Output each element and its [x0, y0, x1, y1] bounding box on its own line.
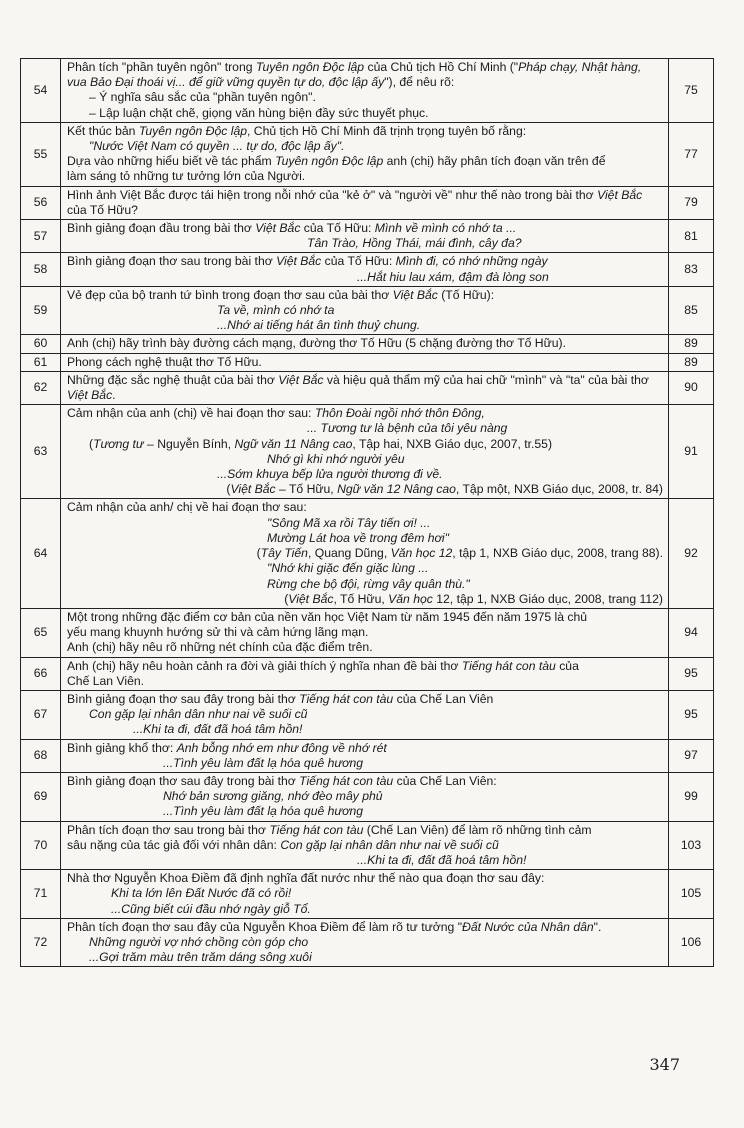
- text-segment: Phân tích đoạn thơ sau trong bài thơ: [67, 822, 270, 837]
- italic-text: Tương tư: [93, 436, 144, 451]
- question-line: [67, 659, 663, 674]
- question-text: [61, 405, 669, 499]
- text-segment: anh (chị) hãy phân tích đoạn văn trên để: [383, 154, 606, 169]
- italic-text: ...Tình yêu làm đất lạ hóa quê hương: [163, 804, 364, 819]
- text-segment: Bình giảng đoạn thơ sau trong bài thơ: [67, 254, 277, 269]
- italic-text: Mường Lát hoa về trong đêm hơi": [267, 530, 449, 545]
- italic-text: Thôn Đoài ngồi nhớ thôn Đông,: [314, 406, 485, 421]
- question-line: [67, 774, 663, 789]
- italic-text: "Nước Việt Nam có quyền ... tự do, độc lập ấy".: [89, 139, 345, 154]
- contents-table-body: [21, 59, 714, 967]
- question-line: [67, 756, 663, 771]
- italic-text: ...Khi ta đi, đất đã hoá tâm hồn!: [133, 722, 303, 737]
- text-segment: Anh (chị) hãy trình bày đường cách mạng, đường thơ Tố Hữu (5 chặng đường thơ Tố Hữu).: [67, 336, 566, 351]
- text-segment: (Chế Lan Viên) để làm rõ những tình cảm: [363, 822, 592, 837]
- question-text: [61, 286, 669, 335]
- table-row: [21, 286, 714, 335]
- italic-text: Rừng che bộ đội, rừng vây quân thù.": [267, 576, 470, 591]
- page-ref: 89: [669, 353, 714, 371]
- text-segment: , Tố Hữu,: [333, 591, 389, 606]
- question-line: [67, 188, 663, 203]
- question-line: [67, 203, 663, 218]
- text-segment: (: [89, 436, 94, 451]
- question-line: [67, 60, 663, 75]
- text-segment: , Chủ tịch Hồ Chí Minh đã trịnh trọng tuyên bố rằng:: [247, 123, 527, 138]
- text-segment: của Chế Lan Viên: [393, 691, 494, 706]
- italic-text: Tiếng hát con tàu: [269, 822, 364, 837]
- italic-text: Tiếng hát con tàu: [299, 691, 394, 706]
- question-line: [67, 288, 663, 303]
- question-number: 56: [21, 186, 61, 219]
- italic-text: ...Khi ta đi, đất đã hoá tâm hồn!: [357, 852, 527, 867]
- question-number: 65: [21, 608, 61, 657]
- question-line: [67, 406, 663, 421]
- question-number: 66: [21, 657, 61, 690]
- italic-text: Việt Bắc: [278, 372, 324, 387]
- page-ref: 75: [669, 59, 714, 123]
- text-segment: , Tập một, NXB Giáo dục, 2008, tr. 84): [455, 482, 663, 497]
- question-number: 59: [21, 286, 61, 335]
- text-segment: (Tố Hữu):: [437, 287, 495, 302]
- question-text: [61, 499, 669, 608]
- text-segment: của: [555, 658, 579, 673]
- question-number: 54: [21, 59, 61, 123]
- question-text: [61, 657, 669, 690]
- question-line: [67, 722, 663, 737]
- question-line: [67, 355, 663, 370]
- text-segment: (: [256, 546, 261, 561]
- question-number: 63: [21, 405, 61, 499]
- question-line: [67, 920, 663, 935]
- italic-text: Tuyên ngôn Độc lập: [275, 154, 384, 169]
- table-row: [21, 918, 714, 967]
- question-line: [67, 482, 663, 497]
- text-segment: , tập 1, NXB Giáo dục, 2008, trang 88).: [452, 546, 663, 561]
- question-text: [61, 335, 669, 353]
- page-ref: 83: [669, 253, 714, 286]
- text-segment: Phân tích đoạn thơ sau đây của Nguyễn Khoa Điềm để làm rõ tư tưởng ": [67, 919, 463, 934]
- question-text: [61, 772, 669, 821]
- text-segment: và hiệu quả thẩm mỹ của hai chữ "mình" và "ta" của bài thơ: [323, 372, 649, 387]
- page-ref: 106: [669, 918, 714, 967]
- question-line: [67, 838, 663, 853]
- text-segment: của Tố Hữu:: [321, 254, 396, 269]
- page-ref: 81: [669, 220, 714, 253]
- table-row: [21, 405, 714, 499]
- question-line: [67, 500, 663, 515]
- question-line: [67, 853, 663, 868]
- italic-text: Tân Trào, Hồng Thái, mái đình, cây đa?: [307, 236, 522, 251]
- text-segment: của Chế Lan Viên:: [393, 773, 497, 788]
- table-row: [21, 186, 714, 219]
- italic-text: Việt Bắc: [392, 287, 438, 302]
- italic-text: Việt Bắc: [288, 591, 334, 606]
- italic-text: ...Cũng biết cúi đầu nhớ ngày giỗ Tổ.: [111, 901, 311, 916]
- question-number: 57: [21, 220, 61, 253]
- table-row: [21, 870, 714, 919]
- text-segment: , Quang Dũng,: [307, 546, 391, 561]
- question-line: [67, 318, 663, 333]
- italic-text: ... Tương tư là bệnh của tôi yêu nàng: [307, 421, 508, 436]
- italic-text: vua Bảo Đại thoái vị... để giữ vững quyền tự do, độc lập ấy: [67, 75, 385, 90]
- question-number: 64: [21, 499, 61, 608]
- question-number: 69: [21, 772, 61, 821]
- italic-text: Mình đi, có nhớ những ngày: [395, 254, 548, 269]
- text-segment: Bình giảng đoạn đầu trong bài thơ: [67, 221, 256, 236]
- italic-text: ...Gợi trăm màu trên trăm dáng sông xuôi: [89, 950, 312, 965]
- question-line: [67, 303, 663, 318]
- question-line: [67, 154, 663, 169]
- question-line: [67, 886, 663, 901]
- question-line: [67, 625, 663, 640]
- question-line: [67, 546, 663, 561]
- italic-text: ...Tình yêu làm đất lạ hóa quê hương: [163, 755, 364, 770]
- text-segment: – Ý nghĩa sâu sắc của "phần tuyên ngôn".: [89, 90, 316, 105]
- table-row: [21, 59, 714, 123]
- page-ref: 99: [669, 772, 714, 821]
- question-number: 62: [21, 371, 61, 404]
- text-segment: của Tố Hữu?: [67, 202, 138, 217]
- page-ref: 77: [669, 122, 714, 186]
- page-ref: 95: [669, 690, 714, 739]
- question-line: [67, 437, 663, 452]
- table-row: [21, 608, 714, 657]
- question-text: [61, 186, 669, 219]
- question-text: [61, 253, 669, 286]
- question-number: 68: [21, 739, 61, 772]
- question-number: 67: [21, 690, 61, 739]
- text-segment: – Tố Hữu,: [275, 482, 338, 497]
- question-line: [67, 388, 663, 403]
- text-segment: Anh (chị) hãy nêu hoàn cảnh ra đời và giải thích ý nghĩa nhan đề bài thơ: [67, 658, 462, 673]
- text-segment: Bình giảng đoạn thơ sau đây trong bài thơ: [67, 691, 300, 706]
- text-segment: của Chủ tịch Hồ Chí Minh (": [364, 60, 519, 74]
- text-segment: của Tố Hữu:: [300, 221, 375, 236]
- text-segment: Bình giảng khổ thơ:: [67, 740, 177, 755]
- text-segment: Phong cách nghệ thuật thơ Tố Hữu.: [67, 354, 262, 369]
- italic-text: Tuyên ngôn Độc lập: [138, 123, 248, 138]
- italic-text: Con gặp lại nhân dân như nai về suối cũ: [280, 837, 499, 852]
- italic-text: Việt Bắc: [597, 187, 643, 202]
- text-segment: .: [112, 388, 116, 403]
- italic-text: Khi ta lớn lên Đất Nước đã có rồi!: [111, 886, 292, 901]
- table-row: [21, 739, 714, 772]
- question-text: [61, 59, 669, 123]
- question-line: [67, 592, 663, 607]
- question-line: [67, 640, 663, 655]
- question-line: [67, 902, 663, 917]
- page-ref: 90: [669, 371, 714, 404]
- italic-text: Mình về mình có nhớ ta ...: [374, 221, 517, 236]
- italic-text: Nhớ bản sương giăng, nhớ đèo mây phủ: [163, 789, 383, 804]
- question-text: [61, 353, 669, 371]
- question-text: [61, 918, 669, 967]
- italic-text: Ta về, mình có nhớ ta: [217, 303, 335, 318]
- question-line: [67, 221, 663, 236]
- question-number: 60: [21, 335, 61, 353]
- question-line: [67, 741, 663, 756]
- page-ref: 97: [669, 739, 714, 772]
- italic-text: Tiếng hát con tàu: [461, 658, 556, 673]
- page-ref: 85: [669, 286, 714, 335]
- question-text: [61, 371, 669, 404]
- text-segment: Nhà thơ Nguyễn Khoa Điềm đã định nghĩa đất nước như thế nào qua đoạn thơ sau đây:: [67, 871, 545, 886]
- question-line: [67, 804, 663, 819]
- contents-table: [20, 58, 714, 967]
- text-segment: (: [284, 591, 289, 606]
- question-text: [61, 739, 669, 772]
- page-ref: 103: [669, 821, 714, 870]
- question-number: 58: [21, 253, 61, 286]
- page-number: 347: [649, 1055, 680, 1074]
- text-segment: Anh (chị) hãy nêu rõ những nét chính của đặc điểm trên.: [67, 640, 373, 655]
- table-row: [21, 772, 714, 821]
- question-line: [67, 707, 663, 722]
- question-line: [67, 421, 663, 436]
- page-ref: 91: [669, 405, 714, 499]
- italic-text: "Nhớ khi giặc đến giặc lùng ...: [267, 561, 429, 576]
- question-line: [67, 254, 663, 269]
- table-row: [21, 353, 714, 371]
- italic-text: Pháp chạy, Nhật hàng,: [518, 60, 642, 74]
- table-row: [21, 122, 714, 186]
- italic-text: Ngữ văn 11 Nâng cao: [234, 436, 353, 451]
- italic-text: Những người vợ nhớ chồng còn góp cho: [89, 934, 309, 949]
- italic-text: ...Hắt hiu lau xám, đậm đà lòng son: [357, 269, 549, 284]
- question-line: [67, 823, 663, 838]
- question-line: [67, 270, 663, 285]
- question-text: [61, 821, 669, 870]
- question-text: [61, 220, 669, 253]
- text-segment: Dựa vào những hiểu biết về tác phẩm: [67, 154, 276, 169]
- text-segment: , Tập hai, NXB Giáo dục, 2007, tr.55): [352, 436, 553, 451]
- text-segment: sâu nặng của tác giả đối với nhân dân:: [67, 837, 281, 852]
- question-number: 61: [21, 353, 61, 371]
- italic-text: Tây Tiến: [260, 546, 308, 561]
- text-segment: (: [226, 482, 231, 497]
- text-segment: – Lập luận chặt chẽ, giọng văn hùng biện đầy sức thuyết phục.: [89, 105, 429, 120]
- italic-text: Nhớ gì khi nhớ người yêu: [267, 451, 405, 466]
- italic-text: Tiếng hát con tàu: [299, 773, 394, 788]
- italic-text: Văn học: [388, 591, 433, 606]
- text-segment: "), để nêu rõ:: [384, 75, 455, 90]
- question-line: [67, 124, 663, 139]
- question-text: [61, 870, 669, 919]
- table-row: [21, 253, 714, 286]
- text-segment: Kết thúc bản: [67, 123, 139, 138]
- page-ref: 79: [669, 186, 714, 219]
- table-row: [21, 821, 714, 870]
- question-line: [67, 577, 663, 592]
- question-line: [67, 90, 663, 105]
- text-segment: Một trong những đặc điểm cơ bản của nền văn học Việt Nam từ năm 1945 đến năm 1975 là chủ: [67, 609, 588, 624]
- table-row: [21, 220, 714, 253]
- italic-text: Văn học 12: [390, 546, 453, 561]
- italic-text: ...Nhớ ai tiếng hát ân tình thuỷ chung.: [217, 318, 421, 333]
- question-text: [61, 608, 669, 657]
- question-number: 71: [21, 870, 61, 919]
- italic-text: Anh bỗng nhớ em như đông về nhớ rét: [176, 740, 387, 755]
- text-segment: Những đặc sắc nghệ thuật của bài thơ: [67, 372, 279, 387]
- page-ref: 105: [669, 870, 714, 919]
- question-line: [67, 139, 663, 154]
- page-ref: 95: [669, 657, 714, 690]
- italic-text: Tuyên ngôn Độc lập: [255, 60, 365, 74]
- italic-text: Việt Bắc: [255, 221, 301, 236]
- question-line: [67, 75, 663, 90]
- table-row: [21, 371, 714, 404]
- text-segment: 12, tập 1, NXB Giáo dục, 2008, trang 112): [432, 591, 663, 606]
- italic-text: ...Sớm khuya bếp lửa người thương đi về.: [217, 467, 443, 482]
- italic-text: "Sông Mã xa rồi Tây tiến ơi! ...: [267, 515, 431, 530]
- text-segment: ".: [593, 919, 602, 934]
- question-line: [67, 950, 663, 965]
- question-line: [67, 336, 663, 351]
- question-line: [67, 106, 663, 121]
- question-number: 72: [21, 918, 61, 967]
- table-row: [21, 657, 714, 690]
- italic-text: Việt Bắc: [276, 254, 322, 269]
- question-line: [67, 561, 663, 576]
- page-ref: 89: [669, 335, 714, 353]
- page-ref: 94: [669, 608, 714, 657]
- italic-text: Việt Bắc: [230, 482, 276, 497]
- question-line: [67, 789, 663, 804]
- question-number: 70: [21, 821, 61, 870]
- question-line: [67, 516, 663, 531]
- text-segment: Phân tích "phần tuyên ngôn" trong: [67, 60, 256, 74]
- italic-text: Ngữ văn 12 Nâng cao: [337, 482, 456, 497]
- page-ref: 92: [669, 499, 714, 608]
- question-number: 55: [21, 122, 61, 186]
- italic-text: Đất Nước của Nhân dân: [462, 919, 594, 934]
- text-segment: Hình ảnh Việt Bắc được tái hiện trong nỗi nhớ của "kẻ ở" và "người về" như thế nào trong bài thơ: [67, 187, 598, 202]
- text-segment: Vẻ đẹp của bộ tranh tứ bình trong đoạn thơ sau của bài thơ: [67, 287, 393, 302]
- text-segment: làm sáng tỏ những tư tưởng lớn của Người.: [67, 169, 306, 184]
- text-segment: Bình giảng đoạn thơ sau đây trong bài thơ: [67, 773, 300, 788]
- question-line: [67, 935, 663, 950]
- text-segment: – Nguyễn Bính,: [143, 436, 235, 451]
- question-line: [67, 871, 663, 886]
- text-segment: yếu mang khuynh hướng sử thi và cảm hứng lãng mạn.: [67, 625, 369, 640]
- question-line: [67, 531, 663, 546]
- question-line: [67, 674, 663, 689]
- text-segment: Cảm nhận của anh (chị) về hai đoạn thơ sau:: [67, 406, 315, 421]
- question-text: [61, 122, 669, 186]
- question-line: [67, 373, 663, 388]
- table-row: [21, 690, 714, 739]
- table-row: [21, 335, 714, 353]
- text-segment: Chế Lan Viên.: [67, 673, 145, 688]
- table-row: [21, 499, 714, 608]
- question-line: [67, 610, 663, 625]
- italic-text: Việt Bắc: [67, 388, 113, 403]
- question-line: [67, 236, 663, 251]
- text-segment: Cảm nhận của anh/ chị về hai đoạn thơ sau:: [67, 500, 307, 515]
- question-text: [61, 690, 669, 739]
- italic-text: Con gặp lại nhân dân như nai về suối cũ: [89, 707, 308, 722]
- question-line: [67, 452, 663, 467]
- question-line: [67, 467, 663, 482]
- question-line: [67, 169, 663, 184]
- question-line: [67, 692, 663, 707]
